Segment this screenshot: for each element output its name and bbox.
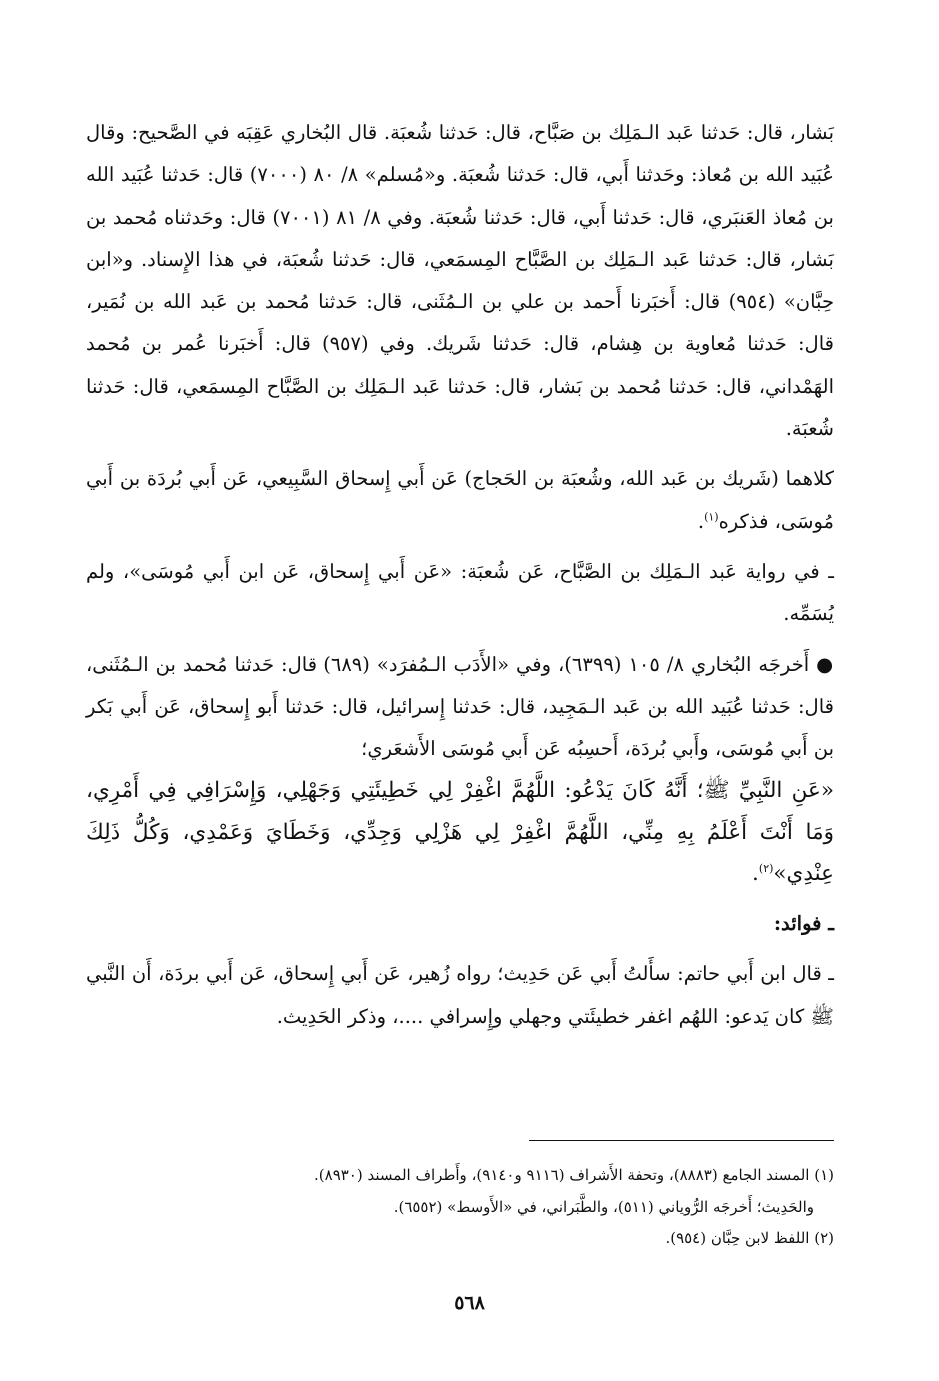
paragraph-both-narrators xyxy=(86,458,834,543)
period: . xyxy=(752,861,759,887)
page-body xyxy=(86,112,834,1038)
paragraph-chain-of-narration: بَشار، قال: حَدثنا عَبد الـمَلِك بن صَبَّاح، قال: حَدثنا شُعبَة. قال البُخاري عَقِبَه في الصَّحيح: وقال عُبَيد الله بن مُعاذ: وحَدثنا أَبي، قال: حَدثنا شُعبَة. و«مُسلم» ٨/ ٨٠ (٧٠٠٠) قال: حَدثنا عُبَيد الله بن مُعاذ العَنبَري، قال: حَدثنا أَبي، قال: حَدثنا شُعبَة. وفي ٨/ ٨١ (٧٠٠١) قال: وحَدثناه مُحمد بن بَشار، قال: حَدثنا عَبد الـمَلِك بن الصَّبَّاح المِسمَعي، قال: حَدثنا شُعبَة، في هذا الإِسناد. و«ابن حِبَّان» (٩٥٤) قال: أَخبَرنا أَحمد بن علي بن الـمُثَنى، قال: حَدثنا مُحمد بن عَبد الله بن نُمَير، قال: حَدثنا مُعاوية بن هِشام، قال: حَدثنا شَريك. وفي (٩٥٧) قال: أَخبَرنا عُمر بن مُحمد الهَمْداني، قال: حَدثنا مُحمد بن بَشار، قال: حَدثنا عَبد الـمَلِك بن الصَّبَّاح المِسمَعي، قال: حَدثنا شُعبَة. xyxy=(86,121,834,441)
footnote-1-continuation: والحَدِيث؛ أَخرجَه الرُّوياني (٥١١)، والطَّبَراني، في «الأَوسط» (٦٥٥٢). xyxy=(393,1197,814,1216)
paragraph-both-narrators-text: كلاهما (شَريك بن عَبد الله، وشُعبَة بن الحَجاج) عَن أَبي إِسحاق السَّبِيعي، عَن أَبي بُردَة بن أَبي مُوسَى، فذكره xyxy=(86,467,834,533)
hadith-text xyxy=(86,770,834,895)
footnote-ref-1: (١) xyxy=(704,510,719,524)
footnote-1: (١) المسند الجامع (٨٨٨٣)، وتحفة الأَشراف (٩١١٦ و٩١٤٠)، وأَطراف المسند (٨٩٣٠). xyxy=(314,1166,834,1184)
page-number: ٥٦٨ xyxy=(454,1292,485,1314)
paragraph-bukhari-reference: ● أَخرجَه البُخاري ٨/ ١٠٥ (٦٣٩٩)، وفي «الأَدَب الـمُفرَد» (٦٨٩) قال: حَدثنا مُحمد بن الـمُثَنى، قال: حَدثنا عُبَيد الله بن عَبد الـمَجِيد، قال: حَدثنا إِسرائيل، قال: حَدثنا أَبو إِسحاق، عَن أَبي بَكر بن أَبي مُوسَى، وأَبي بُردَة، أَحسِبُه عَن أَبي مُوسَى الأَشعَري؛ xyxy=(86,652,834,761)
paragraph-narration-variant: ـ في رواية عَبد الـمَلِك بن الصَّبَّاح، عَن شُعبَة: «عَن أَبي إِسحاق، عَن ابن أَبي مُوسَى»، ولم يُسَمِّه. xyxy=(86,559,834,626)
footnote-divider xyxy=(529,1140,834,1141)
footnote-2: (٢) اللفظ لابن حِبَّان (٩٥٤). xyxy=(665,1229,834,1247)
benefits-paragraph: ـ قال ابن أَبي حاتم: سأَلتُ أَبي عَن حَدِيث؛ رواه زُهير، عَن أَبي إِسحاق، عَن أَبي بردَة، أَن النَّبي ﷺ كان يَدعو: اللهُم اغفر خطيئَتي وجهلي وإِسرافي ....، وذكر الحَدِيث. xyxy=(86,962,834,1028)
footnote-ref-2: (٢) xyxy=(758,862,774,876)
hadith-body: «عَنِ النَّبِيِّ ﷺ؛ أَنَّهُ كَانَ يَدْعُو: اللَّهُمَّ اغْفِرْ لِي خَطِيئَتِي وَجَهْلِي، وَإِسْرَافِي فِي أَمْرِي، وَمَا أَنْتَ أَعْلَمُ بِهِ مِنِّي، اللَّهُمَّ اغْفِرْ لِي هَزْلِي وَجِدِّي، وَخَطَايَ وَعَمْدِي، وَكُلُّ ذَلِكَ عِنْدِي» xyxy=(86,778,834,887)
benefits-heading: ـ فوائد: xyxy=(773,911,834,935)
footnotes xyxy=(86,1160,834,1255)
main-text xyxy=(86,112,834,1038)
period: . xyxy=(697,509,705,533)
